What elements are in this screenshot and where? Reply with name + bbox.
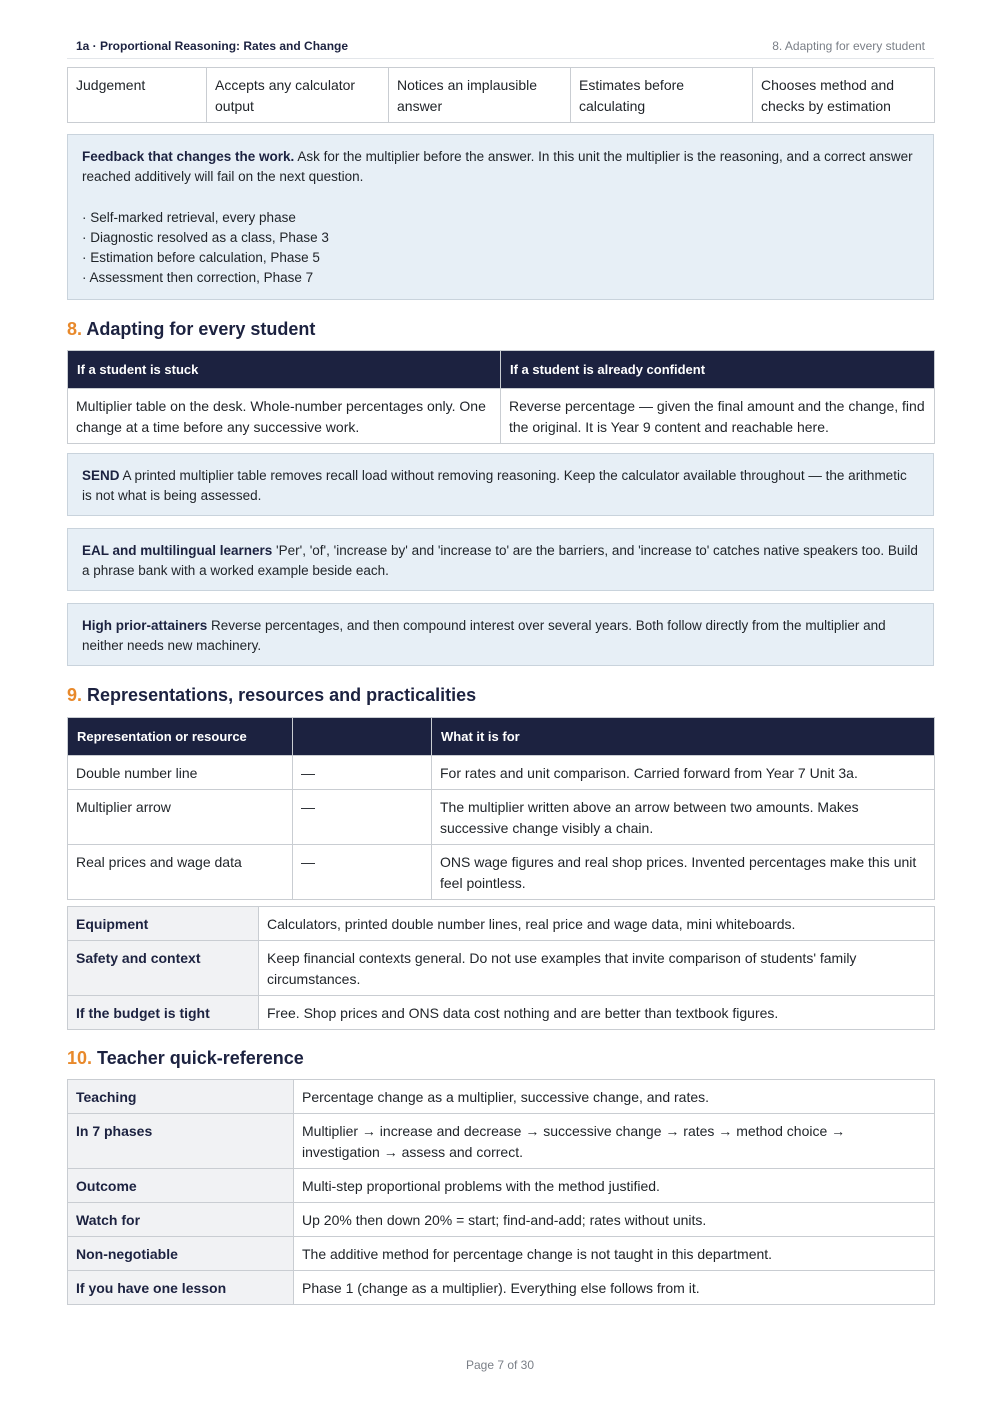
list-item: · Assessment then correction, Phase 7 — [82, 270, 314, 285]
table-row — [68, 845, 935, 900]
unit-title: 1a · Proportional Reasoning: Rates and Change — [76, 39, 349, 53]
column-header: If a student is already confident — [501, 351, 935, 389]
table-cell: Real prices and wage data — [68, 845, 293, 900]
page-number: Page 7 of 30 — [465, 1358, 535, 1372]
table-header-row — [68, 351, 935, 389]
section-number: 10. — [67, 1048, 93, 1068]
quick-reference-table — [67, 1079, 935, 1305]
list-item: · Self-marked retrieval, every phase — [82, 210, 296, 225]
section-10-heading — [67, 1048, 304, 1069]
callout-lead: Feedback that changes the work. — [82, 149, 295, 164]
section-number: 8. — [67, 319, 83, 339]
table-header-row — [68, 718, 935, 756]
table-cell: Calculators, printed double number lines, real price and wage data, mini whiteboards. — [259, 907, 935, 941]
table-row — [68, 1271, 935, 1305]
table-row — [68, 941, 935, 996]
table-cell: Up 20% then down 20% = start; find-and-add; rates without units. — [294, 1203, 935, 1237]
feedback-text — [82, 147, 919, 187]
table-cell: Accepts any calculator output — [207, 68, 389, 123]
table-cell: Notices an implausible answer — [389, 68, 571, 123]
table-cell: The additive method for percentage change is not taught in this department. — [294, 1237, 935, 1271]
row-label: Outcome — [68, 1169, 294, 1203]
row-label: If the budget is tight — [68, 996, 259, 1030]
send-callout — [67, 453, 934, 516]
row-label: Teaching — [68, 1080, 294, 1114]
table-row — [68, 1203, 935, 1237]
table-cell: Reverse percentage — given the final amount and the change, find the original. It is Year 9 content and reachable here. — [501, 389, 935, 444]
row-label: In 7 phases — [68, 1114, 294, 1169]
column-header — [293, 718, 432, 756]
row-label: Safety and context — [68, 941, 259, 996]
table-cell: Multiplier arrow — [68, 790, 293, 845]
list-item: · Estimation before calculation, Phase 5 — [82, 250, 320, 265]
section-9-heading — [67, 685, 476, 706]
callout-lead: EAL and multilingual learners — [82, 543, 273, 558]
table-row — [68, 68, 935, 123]
callout-lead: High prior-attainers — [82, 618, 208, 633]
table-cell: Double number line — [68, 756, 293, 790]
table-row — [68, 756, 935, 790]
running-header — [67, 30, 934, 59]
table-cell: Percentage change as a multiplier, successive change, and rates. — [294, 1080, 935, 1114]
column-header: What it is for — [432, 718, 935, 756]
feedback-list — [82, 208, 919, 288]
callout-body: 'Per', 'of', 'increase by' and 'increase to' are the barriers, and 'increase to' catches native speakers too. Build a phrase bank with a worked example beside each. — [82, 543, 918, 578]
callout-body: A printed multiplier table removes recall load without removing reasoning. Keep the calculator available throughout — the arithmetic is not what is being assessed. — [82, 468, 907, 503]
column-header: Representation or resource — [68, 718, 293, 756]
feedback-callout — [67, 134, 934, 300]
table-cell: Estimates before calculating — [571, 68, 753, 123]
table-cell: Multiplier table on the desk. Whole-number percentages only. One change at a time before any successive work. — [68, 389, 501, 444]
table-row — [68, 1114, 935, 1169]
table-row — [68, 1169, 935, 1203]
table-row — [68, 996, 935, 1030]
high-prior-attainers-callout — [67, 603, 934, 666]
table-cell: Chooses method and checks by estimation — [753, 68, 935, 123]
section-heading-text: Teacher quick-reference — [97, 1048, 304, 1068]
table-cell: ONS wage figures and real shop prices. Invented percentages make this unit feel pointless. — [432, 845, 935, 900]
callout-body: Reverse percentages, and then compound interest over several years. Both follow directly from the multiplier and neither needs new machinery. — [82, 618, 886, 653]
table-cell: — — [293, 756, 432, 790]
eal-callout — [67, 528, 934, 591]
table-row — [68, 1237, 935, 1271]
row-label: Equipment — [68, 907, 259, 941]
table-cell: — — [293, 845, 432, 900]
judgement-table — [67, 67, 935, 123]
table-row — [68, 907, 935, 941]
table-cell: Phase 1 (change as a multiplier). Everything else follows from it. — [294, 1271, 935, 1305]
section-heading-text: Representations, resources and practicalities — [87, 685, 477, 705]
table-cell: Multi-step proportional problems with the method justified. — [294, 1169, 935, 1203]
section-title: 8. Adapting for every student — [772, 39, 925, 53]
representations-table — [67, 717, 935, 900]
row-label: Watch for — [68, 1203, 294, 1237]
row-label: Non-negotiable — [68, 1237, 294, 1271]
list-item: · Diagnostic resolved as a class, Phase 3 — [82, 230, 329, 245]
table-cell: For rates and unit comparison. Carried forward from Year 7 Unit 3a. — [432, 756, 935, 790]
table-row — [68, 389, 935, 444]
table-row — [68, 790, 935, 845]
table-cell: — — [293, 790, 432, 845]
section-heading-text: Adapting for every student — [86, 319, 316, 339]
callout-lead: SEND — [82, 468, 120, 483]
section-number: 9. — [67, 685, 83, 705]
adapting-table — [67, 350, 935, 444]
table-cell: Multiplier → increase and decrease → successive change → rates → method choice → investigation → assess and correct. — [294, 1114, 935, 1169]
column-header: If a student is stuck — [68, 351, 501, 389]
row-label: If you have one lesson — [68, 1271, 294, 1305]
table-cell: Free. Shop prices and ONS data cost nothing and are better than textbook figures. — [259, 996, 935, 1030]
section-8-heading — [67, 319, 315, 340]
practicalities-table — [67, 906, 935, 1030]
callout-body: Ask for the multiplier before the answer. In this unit the multiplier is the reasoning, and a correct answer reached additively will fail on the next question. — [82, 149, 913, 184]
table-cell: The multiplier written above an arrow between two amounts. Makes successive change visibly a chain. — [432, 790, 935, 845]
table-cell: Keep financial contexts general. Do not use examples that invite comparison of students' family circumstances. — [259, 941, 935, 996]
table-cell: Judgement — [68, 68, 207, 123]
table-row — [68, 1080, 935, 1114]
